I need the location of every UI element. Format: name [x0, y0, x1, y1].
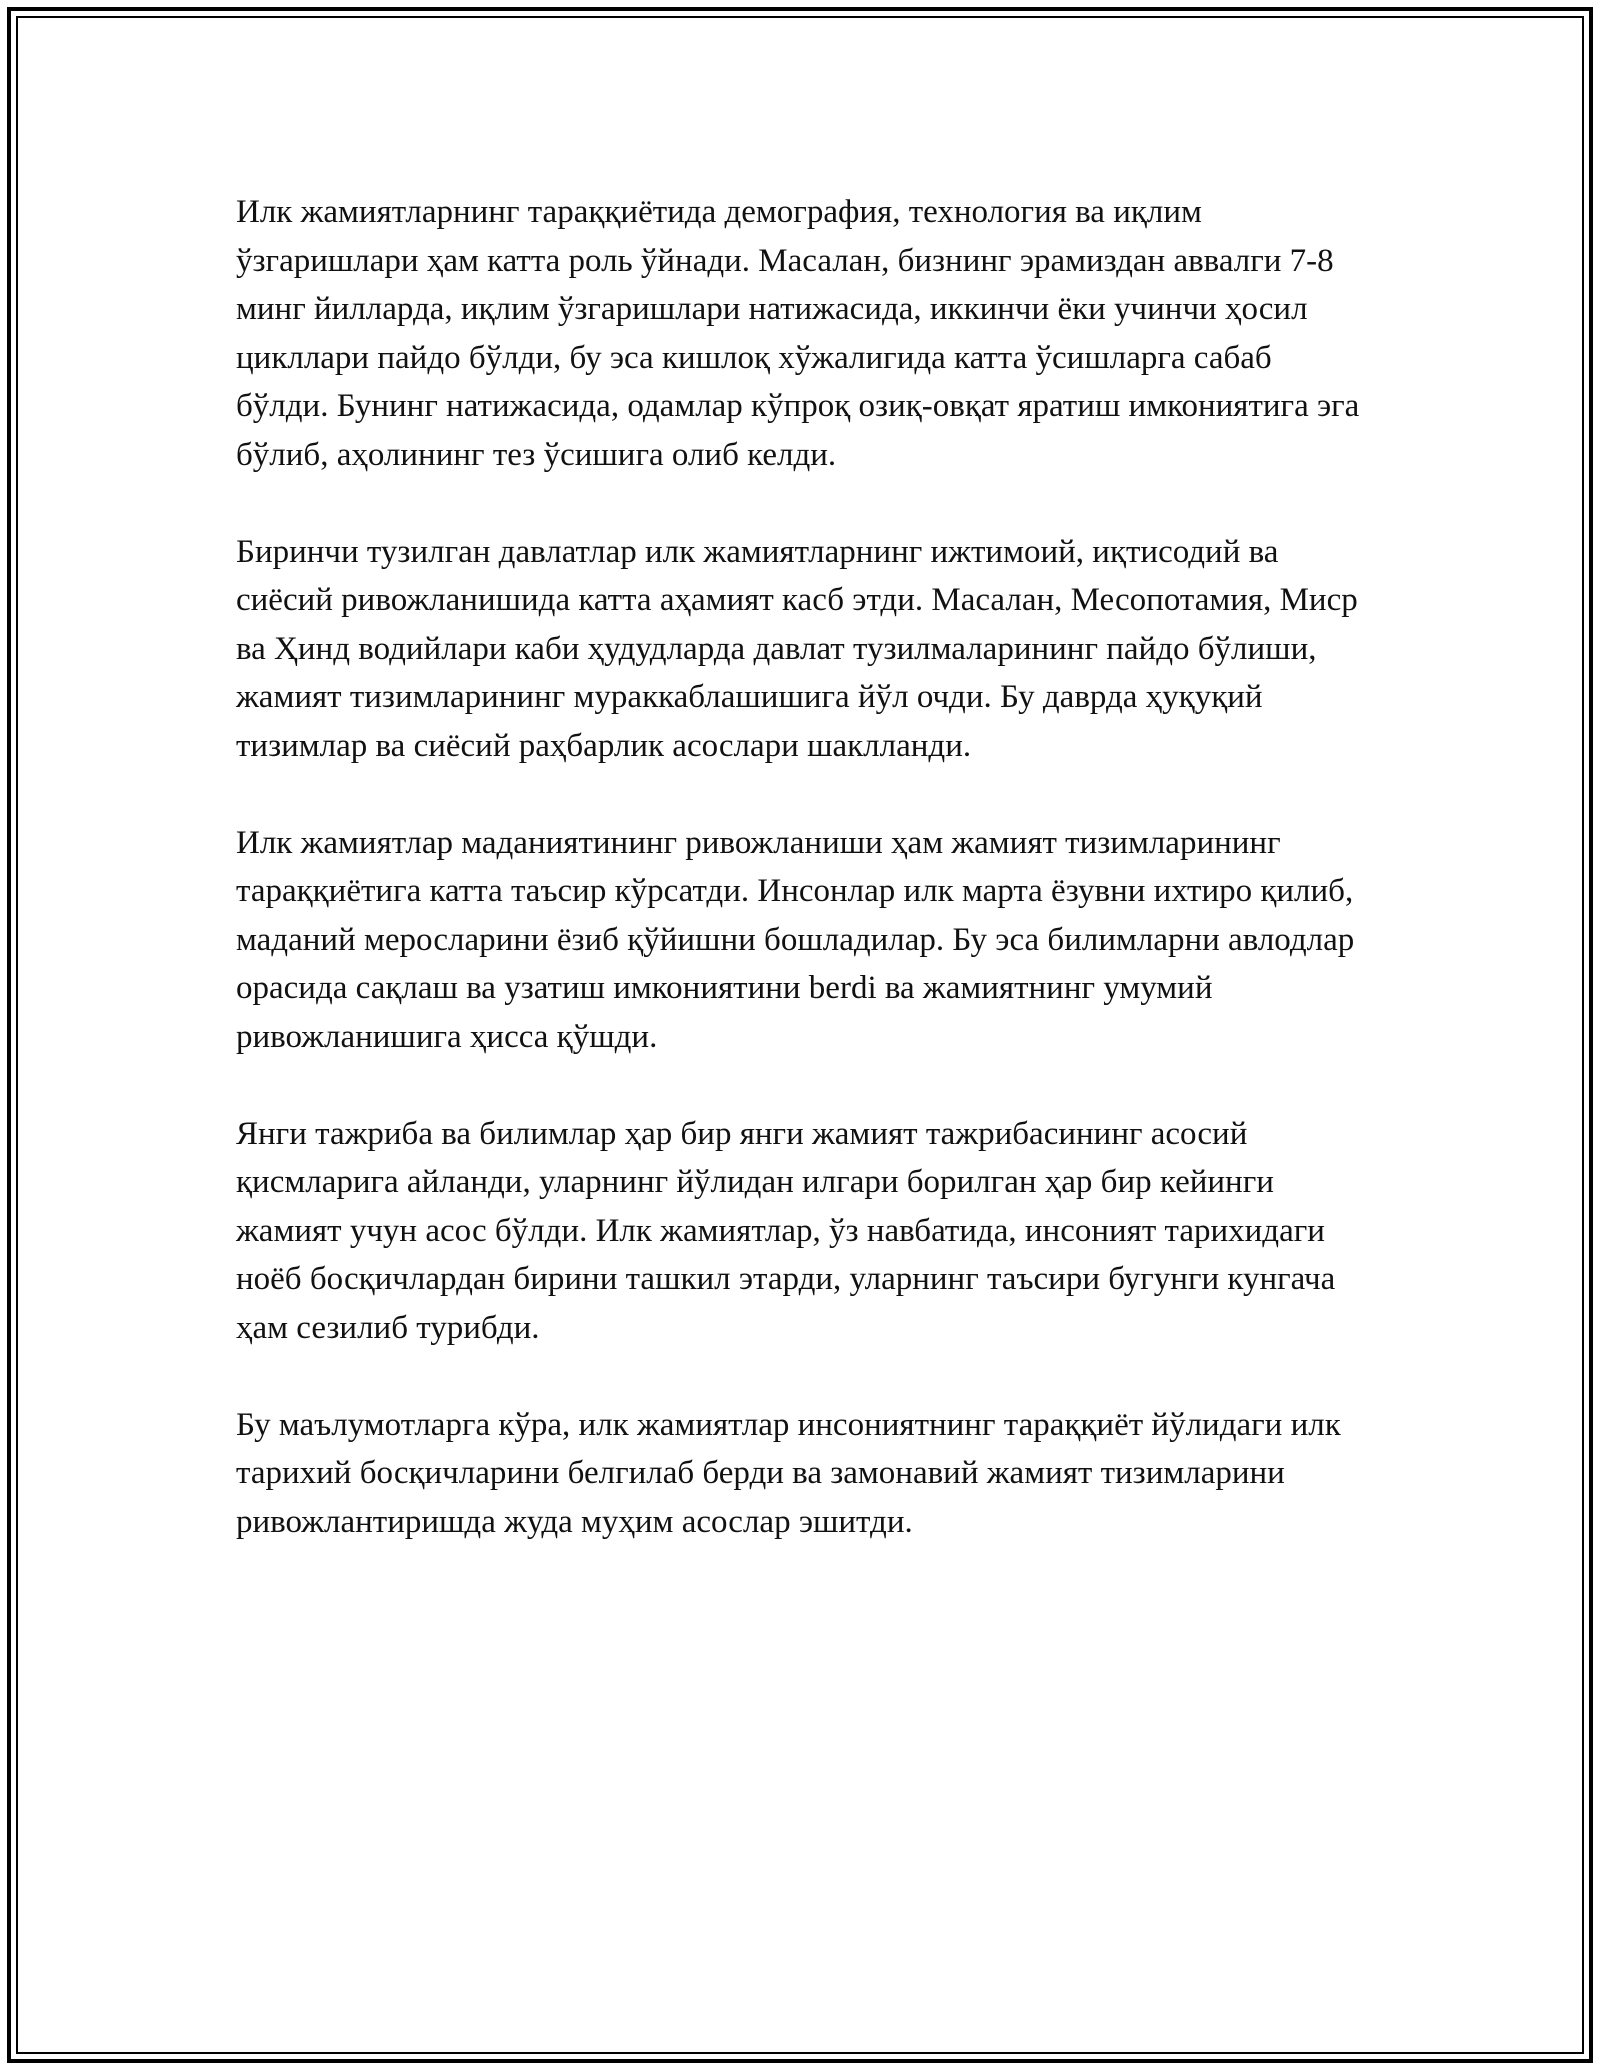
paragraph-4: Янги тажриба ва билимлар ҳар бир янги жамият тажрибасининг асосий қисмларига айланди, уларнинг йўлидан илгари борилган ҳар бир кейинги жамият учун асос бўлди. Илк жамиятлар, ўз навбатида, инсоният тарихидаги ноёб босқичлардан бирини ташкил этарди, уларнинг таъсири бугунги кунгача ҳам сезилиб турибди. — [236, 1115, 1336, 1346]
paragraph-3: Илк жамиятлар маданиятининг ривожланиши ҳам жамият тизимларининг тараққиётига катта таъсир кўрсатди. Инсонлар илк марта ёзувни ихтиро қилиб, маданий меросларини ёзиб қўйишни бошладилар. Бу эса билимларни авлодлар орасида сақлаш ва узатиш имкониятини berdi ва жамиятнинг умумий ривожланишига ҳисса қўшди. — [236, 824, 1355, 1055]
paragraph-5: Бу маълумотларга кўра, илк жамиятлар инсониятнинг тараққиёт йўлидаги илк тарихий босқичларини белгилаб берди ва замонавий жамият тизимларини ривожлантиришда жуда муҳим асослар эшитди. — [236, 1406, 1341, 1540]
paragraph-1: Илк жамиятларнинг тараққиётида демография, технология ва иқлим ўзгаришлари ҳам катта роль ўйнади. Масалан, бизнинг эрамиздан аввалги 7-8 минг йилларда, иқлим ўзгаришлари натижасида, иккинчи ёки учинчи ҳосил цикллари пайдо бўлди, бу эса кишлоқ хўжалигида катта ўсишларга сабаб бўлди. Бунинг натижасида, одамлар кўпроқ озиқ-овқат яратиш имкониятига эга бўлиб, аҳолининг тез ўсишига олиб келди. — [236, 194, 1360, 473]
document-body — [236, 188, 1366, 1595]
paragraph-2: Биринчи тузилган давлатлар илк жамиятларнинг ижтимоий, иқтисодий ва сиёсий ривожланишида катта аҳамият касб этди. Масалан, Месопотамия, Миср ва Ҳинд водийлари каби ҳудудларда давлат тузилмаларининг пайдо бўлиши, жамият тизимларининг мураккаблашишига йўл очди. Бу даврда ҳуқуқий тизимлар ва сиёсий раҳбарлик асослари шаклланди. — [236, 533, 1358, 764]
